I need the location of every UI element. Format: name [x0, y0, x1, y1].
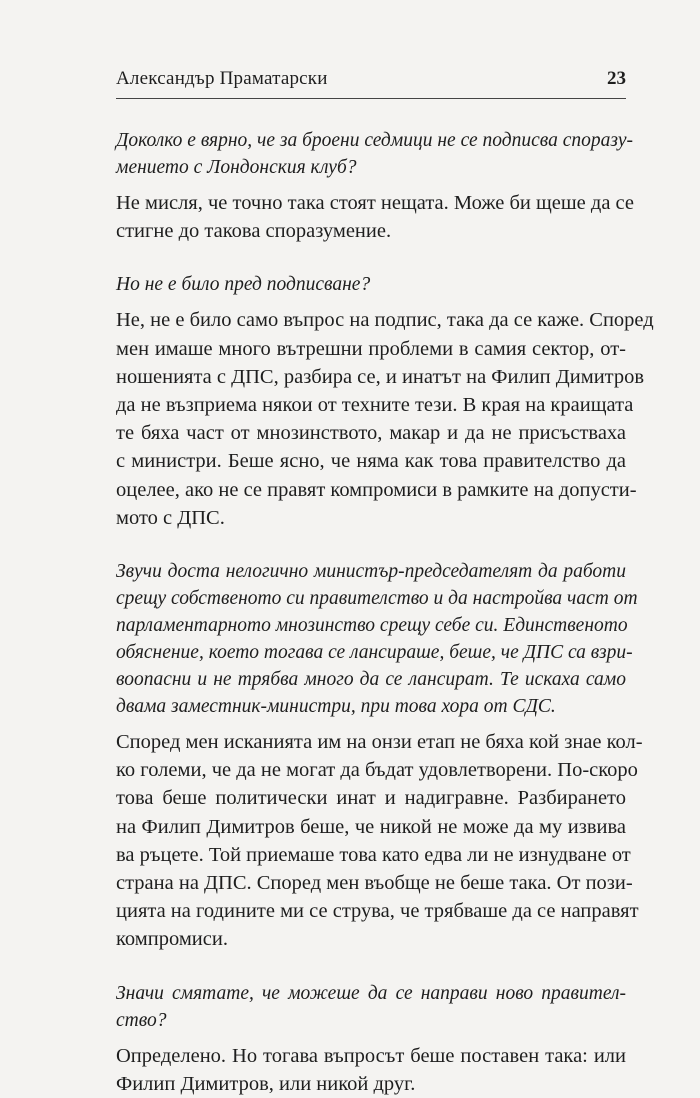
text-line: оцелее, ако не се правят компромиси в рамките на допусти- — [116, 478, 637, 501]
text-line: с министри. Беше ясно, че няма как това правителство да — [116, 450, 626, 473]
text-line: обяснение, което тогава се лансираше, беше, че ДПС са взри- — [116, 642, 633, 664]
book-page — [116, 0, 654, 1095]
interview-answer — [116, 306, 654, 532]
text-line: ко големи, че да не могат да бъдат удовлетворени. По-скоро — [116, 759, 638, 782]
page-number: 23 — [607, 68, 626, 89]
text-line: мото с ДПС. — [116, 506, 225, 529]
text-line: мението с Лондонския клуб? — [116, 157, 357, 178]
text-line: на Филип Димитров беше, че никой не може да му извива — [116, 815, 626, 838]
text-line: цията на годините ми се струва, че трябваше да се направят — [116, 900, 639, 923]
text-line: Не, не е било само въпрос на подпис, така да се каже. Според — [116, 309, 654, 332]
text-line: мен имаше много вътрешни проблеми в самия сектор, от- — [116, 337, 626, 360]
interview-answer — [116, 1042, 626, 1098]
text-line: Доколко е вярно, че за броени седмици не се подписва споразу- — [116, 130, 633, 151]
text-line: стигне до такова споразумение. — [116, 220, 392, 243]
text-line: двама заместник-министри, при това хора от СДС. — [116, 696, 556, 718]
header-rule — [116, 98, 626, 99]
text-line: Значи смятате, че можеше да се направи ново правител- — [116, 982, 626, 1004]
interview-answer — [116, 728, 643, 954]
running-header — [116, 68, 626, 94]
interview-question — [116, 271, 626, 298]
text-line: компромиси. — [116, 928, 228, 951]
text-line: ство? — [116, 1009, 167, 1031]
page-body — [116, 127, 654, 1098]
text-line: Звучи доста нелогично министър-председателят да работи — [116, 561, 626, 583]
text-line: воопасни и не трябва много да се лансират. Те искаха само — [116, 669, 626, 691]
text-line: страна на ДПС. Според мен въобще не беше така. От пози- — [116, 872, 633, 895]
text-line: Филип Димитров, или никой друг. — [116, 1072, 416, 1095]
text-line: Не мисля, че точно така стоят нещата. Може би щеше да се — [116, 192, 634, 214]
interview-question — [116, 558, 638, 720]
interview-question — [116, 980, 626, 1034]
interview-answer — [116, 189, 634, 245]
text-line: те бяха част от мнозинството, макар и да не присъстваха — [116, 422, 626, 445]
header-author: Александър Праматарски — [116, 68, 328, 89]
text-line: срещу собственото си правителство и да настройва част от — [116, 588, 638, 610]
text-line: ва ръцете. Той приемаше това като едва ли не изнудване от — [116, 843, 631, 866]
text-line: да не възприема някои от техните тези. В края на краищата — [116, 394, 634, 417]
text-line: парламентарното мнозинство срещу себе си. Единственото — [116, 615, 628, 637]
text-line: Определено. Но тогава въпросът беше поставен така: или — [116, 1044, 626, 1067]
interview-question — [116, 127, 633, 181]
text-line: Но не е било пред подписване? — [116, 274, 371, 296]
text-line: ношенията с ДПС, разбира се, и инатът на Филип Димитров — [116, 365, 645, 388]
text-line: Според мен исканията им на онзи етап не бяха кой знае кол- — [116, 731, 643, 754]
text-line: това беше политически инат и надигравне. Разбирането — [116, 787, 626, 810]
